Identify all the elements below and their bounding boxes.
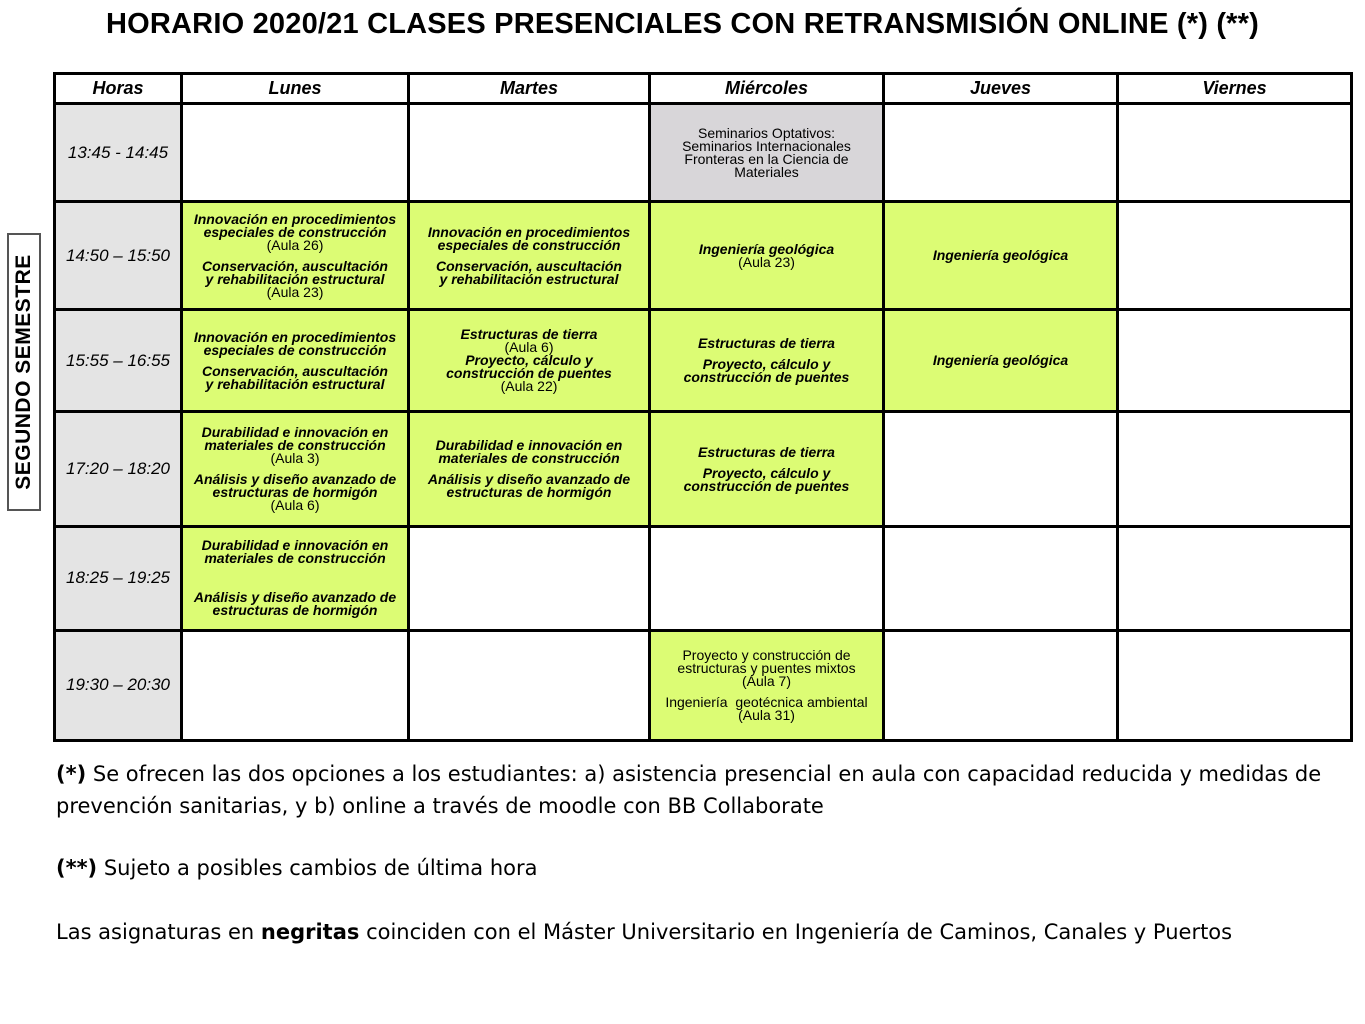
cell-lunes bbox=[182, 630, 409, 740]
table-row bbox=[55, 412, 1352, 526]
subject-name: Conservación, auscultación bbox=[436, 257, 622, 274]
cell-viernes bbox=[1118, 412, 1352, 526]
cell-viernes bbox=[1118, 104, 1352, 202]
time-slot: 19:30 – 20:30 bbox=[55, 630, 182, 740]
footnote-mark: (**) bbox=[56, 856, 98, 880]
table-row bbox=[55, 202, 1352, 310]
time-slot: 17:20 – 18:20 bbox=[55, 412, 182, 526]
time-slot: 14:50 – 15:50 bbox=[55, 202, 182, 310]
subject-name: Proyecto, cálculo y bbox=[702, 356, 831, 373]
table-row bbox=[55, 630, 1352, 740]
subject-name: estructuras y puentes mixtos bbox=[677, 659, 856, 676]
cell-miercoles bbox=[650, 630, 884, 740]
cell-jueves bbox=[884, 412, 1118, 526]
subject-name: Proyecto, cálculo y bbox=[465, 352, 593, 369]
schedule-table bbox=[53, 72, 1353, 742]
page-title: HORARIO 2020/21 CLASES PRESENCIALES CON RETRANSMISIÓN ONLINE (*) (**) bbox=[105, 8, 1260, 40]
cell-jueves bbox=[884, 310, 1118, 412]
classroom: (Aula 6) bbox=[270, 497, 320, 514]
subject-name: especiales de construcción bbox=[203, 341, 387, 358]
classroom: (Aula 22) bbox=[500, 378, 558, 395]
cell-miercoles bbox=[650, 526, 884, 630]
classroom: (Aula 6) bbox=[504, 339, 554, 356]
subject-name: Innovación en procedimientos bbox=[193, 210, 397, 227]
header-row bbox=[55, 74, 1352, 104]
subject-name: Innovación en procedimientos bbox=[427, 223, 631, 240]
subject-name: Ingeniería geotécnica ambiental bbox=[665, 693, 868, 710]
subject-name: y rehabilitación estructural bbox=[205, 375, 385, 392]
subject-name: Estructuras de tierra bbox=[460, 326, 598, 343]
subject-name: Análisis y diseño avanzado de bbox=[427, 471, 631, 488]
subject-name: Durabilidad e innovación en bbox=[201, 424, 389, 441]
cell-jueves bbox=[884, 526, 1118, 630]
footnote-mark: (*) bbox=[56, 762, 87, 786]
footnote-3 bbox=[56, 916, 1351, 948]
semester-label bbox=[7, 233, 41, 511]
subject-name: especiales de construcción bbox=[203, 223, 387, 240]
subject-name: Estructuras de tierra bbox=[698, 443, 835, 460]
footnote-text: Sujeto a posibles cambios de última hora bbox=[97, 856, 538, 880]
cell-viernes bbox=[1118, 630, 1352, 740]
cell-lunes bbox=[182, 310, 409, 412]
cell-martes bbox=[409, 202, 650, 310]
classroom: (Aula 23) bbox=[738, 253, 795, 270]
header-horas: Horas bbox=[55, 74, 182, 104]
cell-jueves bbox=[884, 630, 1118, 740]
cell-viernes bbox=[1118, 526, 1352, 630]
cell-viernes bbox=[1118, 310, 1352, 412]
subject-name: construcción de puentes bbox=[683, 369, 850, 386]
footnote-bold-word: negritas bbox=[260, 920, 360, 944]
subject-name: materiales de construcción bbox=[204, 550, 386, 567]
cell-martes bbox=[409, 526, 650, 630]
subject-name: estructuras de hormigón bbox=[212, 602, 378, 619]
classroom: (Aula 23) bbox=[266, 283, 324, 300]
semester-label-text: SEGUNDO SEMESTRE bbox=[12, 254, 35, 490]
subject-name: Análisis y diseño avanzado de bbox=[193, 589, 397, 606]
subject-name: materiales de construcción bbox=[204, 437, 386, 454]
subject-name: Análisis y diseño avanzado de bbox=[193, 471, 397, 488]
subject-name: Proyecto, cálculo y bbox=[702, 464, 831, 481]
cell-jueves bbox=[884, 202, 1118, 310]
cell-lunes bbox=[182, 526, 409, 630]
footnote-text: Se ofrecen las dos opciones a los estudiantes: a) asistencia presencial en aula con capacidad reducida y medidas de prevención sanitarias, y b) online a través de moodle con BB Collaborate bbox=[56, 762, 1322, 818]
subject-name: Proyecto y construcción de bbox=[682, 646, 851, 663]
classroom: (Aula 3) bbox=[270, 450, 320, 467]
subject-name: estructuras de hormigón bbox=[212, 484, 378, 501]
table-row bbox=[55, 104, 1352, 202]
subject-name: construcción de puentes bbox=[446, 365, 612, 382]
header-jueves: Jueves bbox=[884, 74, 1118, 104]
table-row bbox=[55, 526, 1352, 630]
cell-jueves bbox=[884, 104, 1118, 202]
subject-name: estructuras de hormigón bbox=[446, 484, 612, 501]
footnotes bbox=[56, 758, 1351, 948]
subject-name: y rehabilitación estructural bbox=[439, 270, 619, 287]
cell-text: Seminarios Internacionales bbox=[682, 137, 851, 154]
subject-name: Durabilidad e innovación en bbox=[435, 437, 623, 454]
subject-name: Durabilidad e innovación en bbox=[201, 537, 389, 554]
subject-name: materiales de construcción bbox=[438, 450, 620, 467]
cell-lunes bbox=[182, 412, 409, 526]
subject-name: especiales de construcción bbox=[437, 236, 621, 253]
subject-name: Ingeniería geológica bbox=[698, 240, 835, 257]
cell-martes bbox=[409, 412, 650, 526]
time-slot: 15:55 – 16:55 bbox=[55, 310, 182, 412]
subject-name: Innovación en procedimientos bbox=[193, 328, 397, 345]
cell-miercoles-seminar bbox=[650, 104, 884, 202]
cell-text: Materiales bbox=[734, 163, 799, 180]
subject-name: Conservación, auscultación bbox=[202, 362, 388, 379]
header-martes: Martes bbox=[409, 74, 650, 104]
subject-name: construcción de puentes bbox=[683, 477, 850, 494]
header-lunes: Lunes bbox=[182, 74, 409, 104]
header-viernes: Viernes bbox=[1118, 74, 1352, 104]
subject-name: Ingeniería geológica bbox=[932, 247, 1069, 264]
cell-miercoles bbox=[650, 412, 884, 526]
subject-name: Estructuras de tierra bbox=[698, 335, 835, 352]
cell-text: Seminarios Optativos: bbox=[698, 124, 835, 141]
cell-lunes bbox=[182, 202, 409, 310]
footnote-text: coinciden con el Máster Universitario en Ingeniería de Caminos, Canales y Puertos bbox=[359, 920, 1233, 944]
footnote-text: Las asignaturas en bbox=[56, 920, 261, 944]
table-row bbox=[55, 310, 1352, 412]
time-slot: 13:45 - 14:45 bbox=[55, 104, 182, 202]
cell-text: Fronteras en la Ciencia de bbox=[684, 150, 849, 167]
classroom: (Aula 26) bbox=[266, 236, 324, 253]
cell-martes bbox=[409, 630, 650, 740]
header-miercoles: Miércoles bbox=[650, 74, 884, 104]
cell-miercoles bbox=[650, 202, 884, 310]
cell-miercoles bbox=[650, 310, 884, 412]
classroom: (Aula 31) bbox=[738, 706, 795, 723]
cell-martes bbox=[409, 104, 650, 202]
classroom: (Aula 7) bbox=[741, 672, 792, 689]
cell-viernes bbox=[1118, 202, 1352, 310]
subject-name: Conservación, auscultación bbox=[202, 257, 388, 274]
cell-martes bbox=[409, 310, 650, 412]
cell-lunes bbox=[182, 104, 409, 202]
subject-name: y rehabilitación estructural bbox=[205, 270, 385, 287]
footnote-1 bbox=[56, 758, 1351, 822]
time-slot: 18:25 – 19:25 bbox=[55, 526, 182, 630]
footnote-2 bbox=[56, 852, 1351, 884]
subject-name: Ingeniería geológica bbox=[932, 352, 1069, 369]
